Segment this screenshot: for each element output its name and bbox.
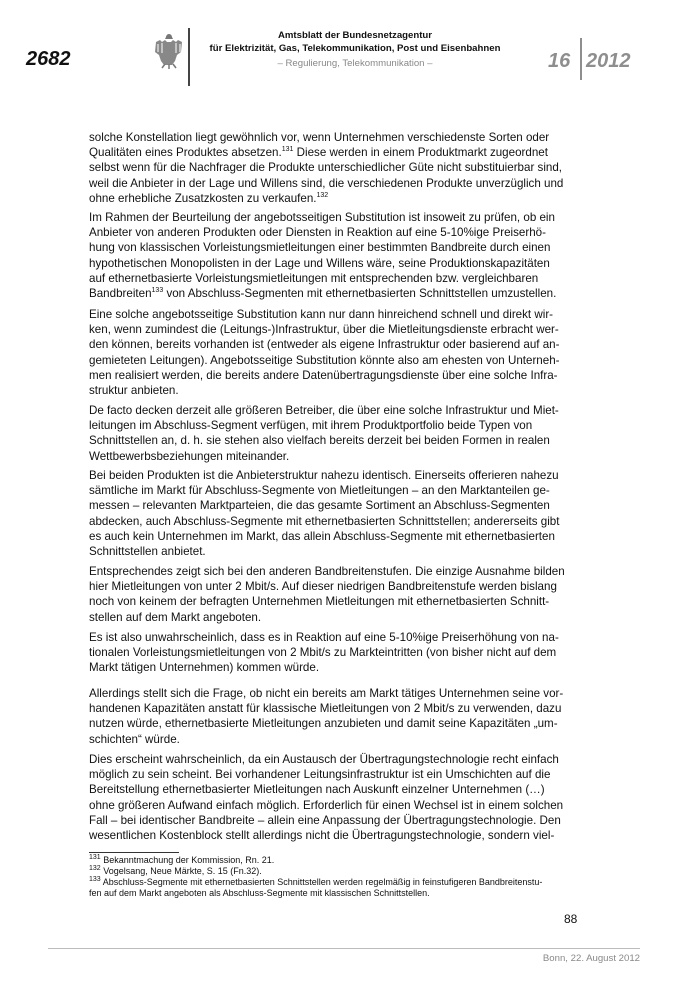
footnote-divider [89,852,179,853]
header-title-line1: Amtsblatt der Bundesnetzagentur [277,30,433,41]
header-divider [188,28,190,86]
footnote-132: $^{132}$ Vogelsang, Neue Märkte, S. 15 (Fn.32). [89,865,262,876]
footer-divider [48,948,640,949]
issue-divider [580,38,582,80]
issue-year: 2012 [586,50,631,72]
footnote-131: $^{131}$ Bekanntmachung der Kommission, Rn. 21. [89,854,275,865]
paragraph-3: Eine solche angebotsseitige Substitution kann nur dann hinreichend schnell und direkt wir- ken, wenn zumindest die (Leitungs-)Infrastruktur, über die Mietleitungsdienste erbracht wer- den können, bereits vorhanden ist (entweder als eigene Infrastruktur oder basierend auf an- gemieteten Leitungen). Angebotsseitige Substitution könnte also am ehesten von Unterneh- men realisiert werden, die bereits andere Datenübertragungsdienste über eine solche Infra- struktur anbieten. [89,308,560,398]
header-subtitle: – Regulierung, Telekommunikation – [277,58,433,69]
paragraph-6: Entsprechendes zeigt sich bei den anderen Bandbreitenstufen. Die einzige Ausnahme bilden hier Mietleitungen von unter 2 Mbit/s. Auf dieser niedrigen Bandbreitenstufe werden bislang noch von keinem der befragten Unternehmen Mietleitungen mit ethernetbasierten Schnitt- stellen auf dem Markt angeboten. [89,565,565,624]
header-title-line2: für Elektrizität, Gas, Telekommunikation, Post und Eisenbahnen [209,42,501,54]
page-number: 2682 [26,48,71,70]
footnote-133: $^{133}$ Abschluss-Segmente mit ethernetbasierten Schnittstellen werden regelmäßig in feinstufigeren Bandbreitenstu- [89,876,543,887]
federal-eagle-icon [150,30,188,70]
paragraph-5: Bei beiden Produkten ist die Anbieterstruktur nahezu identisch. Einerseits offerieren nahezu sämtliche im Markt für Abschluss-Segmente von Mietleitungen – an den Marktanteilen ge- messen – relevanten Marktparteien, die das gesamte Sortiment an Abschluss-Segmenten abdecken, auch Abschluss-Segmente mit ethernetbasierten Schnittstellen; andererseits gibt es auch kein Unternehmen im Markt, das allein Abschluss-Segmente mit ethernetbasierten Schnittstellen anbietet. [89,469,560,559]
header-title [200,30,510,55]
footer-date: Bonn, 22. August 2012 [542,953,640,964]
paragraph-7: Es ist also unwahrscheinlich, dass es in Reaktion auf eine 5-10%ige Preiserhöhung von na- tionalen Vorleistungsmietleitungen von 2 Mbit/s zu Markteintritten (von bisher nicht auf dem Markt tätigen Unternehmen) kommen würde. [89,631,559,675]
paragraph-8: Allerdings stellt sich die Frage, ob nicht ein bereits am Markt tätiges Unternehmen seine vor- handenen Kapazitäten anstatt für klassische Mietleitungen von 2 Mbit/s zu verwenden, dazu nutzen würde, ethernetbasierte Mietleitungen anzubieten und damit seine Kapazitäten „um- schichten“ würde. [89,687,564,746]
paragraph-9: Dies erscheint wahrscheinlich, da ein Austausch der Übertragungstechnologie recht einfach möglich zu sein scheint. Bei vorhandener Leitungsinfrastruktur ist ein Umschichten auf die Bereitstellung ethernetbasierter Mietleitungen nach Auskunft einzelner Unternehmen (…) ohne größeren Aufwand einfach möglich. Erforderlich für einen Wechsel ist in einem solchen Fall – bei identischer Bandbreite – allein eine Anpassung der Übertragungstechnologie. Den wesentlichen Kostenblock stellt allerdings nicht die Übertragungstechnologie, sondern viel- [89,753,564,843]
paragraph-1: solche Konstellation liegt gewöhnlich vor, wenn Unternehmen verschiedenste Sorten oder Qualitäten eines Produktes absetzen.$^{131}$ Diese werden in einem Produktmarkt zugeordnet selbst wenn für die Nachfrager die Produkte unterschiedlicher Güte nicht substituierbar sind, weil die Anbieter in der Lage und Willens sind, die verschiedenen Produkte unverzüglich und ohne erhebliche Zusatzkosten zu verkaufen.$^{132}$ [89,131,564,205]
paragraph-2: Im Rahmen der Beurteilung der angebotsseitigen Substitution ist insoweit zu prüfen, ob ein Anbieter von anderen Produkten oder Diensten in Reaktion auf eine 5-10%ige Preiserhö- hung von klassischen Vorleistungsmietleitungen einer bestimmten Bandbreite durch einen hypothetischen Monopolisten in der Lage und Willens wäre, seine Produktionskapazitäten auf ethernetbasierte Vorleistungsmietleitungen mit entsprechenden bzw. vergleichbaren Bandbreiten$^{133}$ von Abschluss-Segmenten mit ethernetbasierten Schnittstellen umzustellen. [89,211,557,301]
issue-number: 16 [548,50,571,72]
footnote-133-continued: fen auf dem Markt angeboten als Abschluss-Segmente mit klassischen Schnittstellen. [89,888,430,898]
document-page-number: 88 [564,912,578,926]
paragraph-4: De facto decken derzeit alle größeren Betreiber, die über eine solche Infrastruktur und Miet- leitungen im Abschluss-Segment verfügen, mit ihrem Produktportfolio beide Typen von Schnittstellen an, d. h. sie stehen also vielfach bereits derzeit bei beiden Formen in realen Wettbewerbsbeziehungen miteinander. [89,404,559,463]
